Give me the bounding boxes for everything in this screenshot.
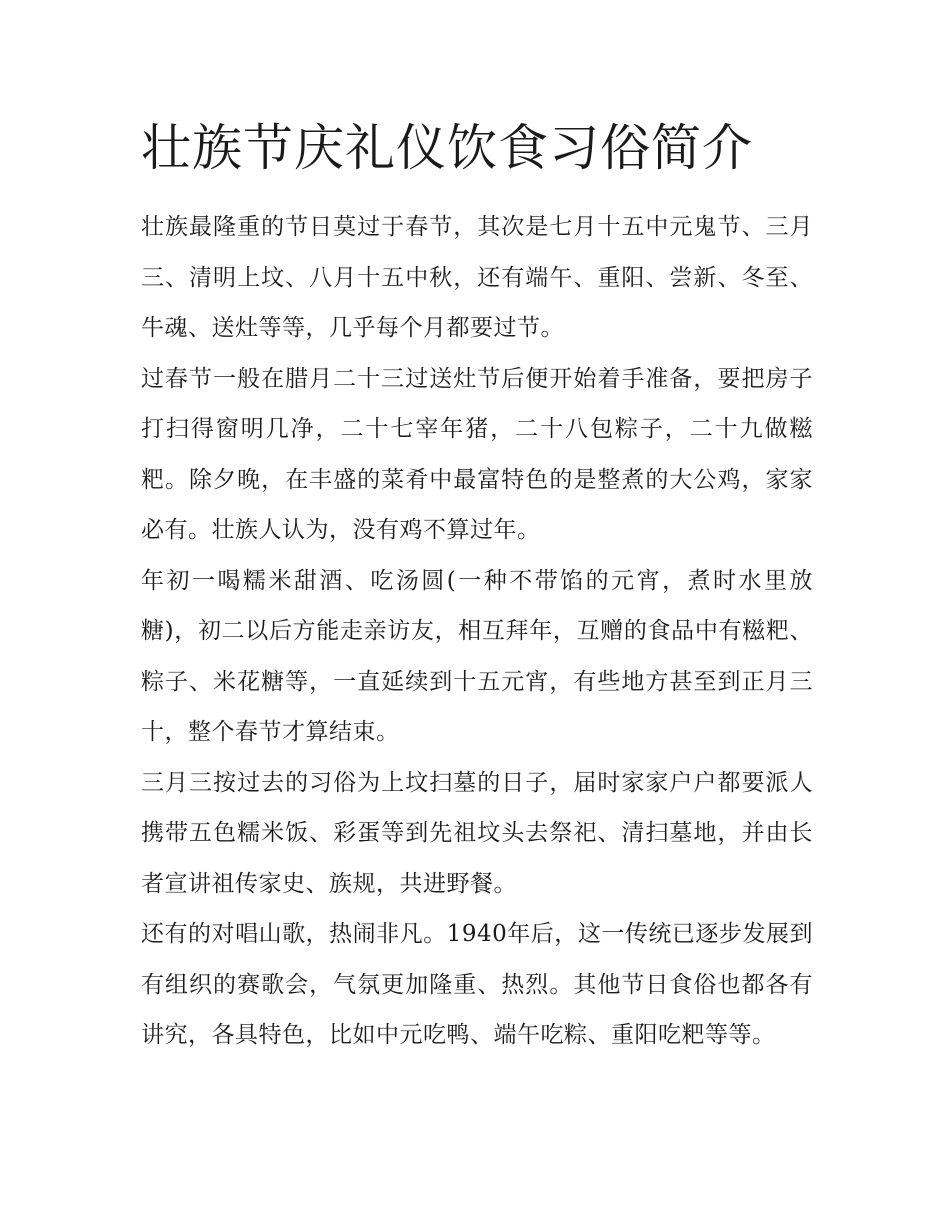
paragraph-festivals: 壮族最隆重的节日莫过于春节，其次是七月十五中元鬼节、三月三、清明上坟、八月十五中秋，还有端午、重阳、尝新、冬至、牛魂、送灶等等，几乎每个月都要过节。	[141, 214, 813, 341]
paragraph-new-year-customs: 年初一喝糯米甜酒、吃汤圆(一种不带馅的元宵，煮时水里放糖)，初二以后方能走亲访友，相互拜年，互赠的食品中有糍粑、粽子、米花糖等，一直延续到十五元宵，有些地方甚至到正月三十，整个春节才算结束。	[141, 567, 813, 745]
document-content	[141, 112, 813, 1061]
document-body	[141, 202, 813, 1061]
paragraph-spring-festival-preparation: 过春节一般在腊月二十三过送灶节后便开始着手准备，要把房子打扫得窗明几净，二十七宰年猪，二十八包粽子，二十九做糍粑。除夕晚，在丰盛的菜肴中最富特色的是整煮的大公鸡，家家必有。壮族人认为，没有鸡不算过年。	[141, 365, 813, 543]
paragraph-folk-songs: 还有的对唱山歌，热闹非凡。1940年后，这一传统已逐步发展到有组织的赛歌会，气氛更加隆重、热烈。其他节日食俗也都各有讲究，各具特色，比如中元吃鸭、端午吃粽、重阳吃粑等等。	[141, 921, 813, 1048]
document-title: 壮族节庆礼仪饮食习俗简介	[141, 119, 753, 177]
paragraph-march-third: 三月三按过去的习俗为上坟扫墓的日子，届时家家户户都要派人携带五色糯米饭、彩蛋等到先祖坟头去祭祀、清扫墓地，并由长者宣讲祖传家史、族规，共进野餐。	[141, 769, 813, 897]
